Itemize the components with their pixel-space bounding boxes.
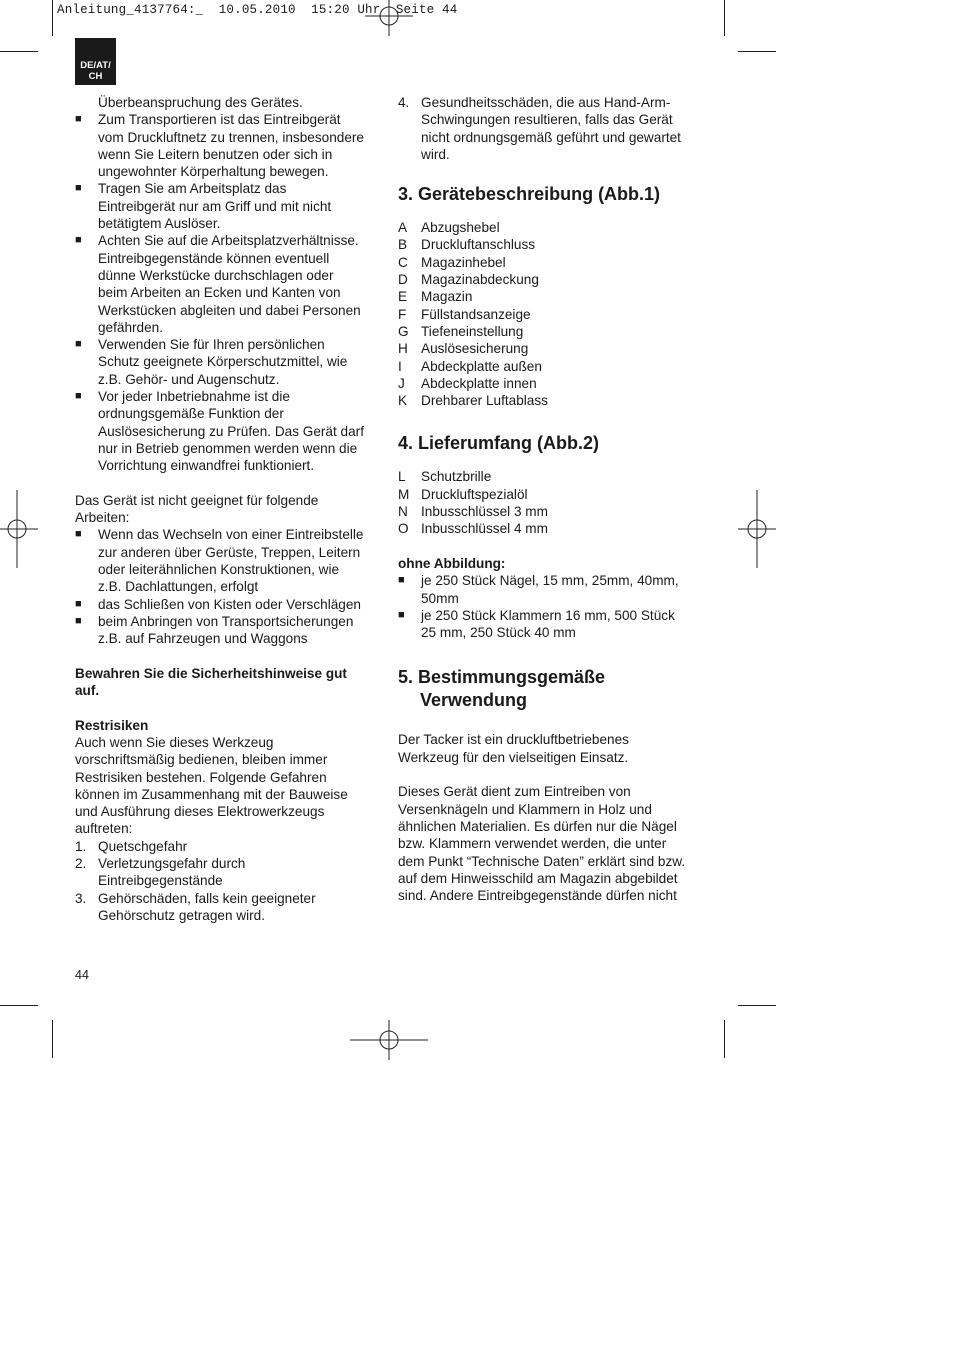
text-line: Verletzungsgefahr durch	[98, 856, 246, 872]
text-line: Überbeanspruchung des Gerätes.	[98, 95, 303, 110]
text-line: je 250 Stück Nägel, 15 mm, 25mm, 40mm,	[421, 573, 679, 589]
text-line: zur anderen über Gerüste, Treppen, Leitern	[98, 544, 361, 560]
spacer	[398, 455, 708, 468]
scope-letter: M	[398, 486, 410, 502]
text-line: betätigtem Auslöser.	[98, 216, 221, 232]
part-item	[398, 340, 708, 357]
left-column	[75, 94, 380, 924]
part-item	[398, 236, 708, 253]
crop-mark	[724, 1020, 725, 1058]
bullet-item	[398, 607, 708, 642]
text-line: ähnlichen Materialien. Es dürfen nur die Nägel	[398, 818, 677, 834]
crop-mark	[0, 1005, 38, 1006]
text-line: Der Tacker ist ein druckluftbetriebenes	[398, 732, 629, 748]
bullet-item-text	[98, 596, 380, 613]
bullet-item	[75, 526, 380, 595]
part-item	[398, 392, 708, 409]
crop-mark	[52, 0, 53, 36]
text-line: beim Anbringen von Transportsicherungen	[98, 613, 354, 629]
text-line: Eintreibgegenstände	[98, 873, 223, 889]
scope-name: Schutzbrille	[421, 469, 492, 485]
text-line: dem Punkt “Technische Daten” erklärt sind bzw.	[398, 853, 686, 869]
section-title-intended-use	[398, 666, 708, 712]
bullet-item-marker: ■	[75, 182, 82, 195]
spacer	[398, 712, 708, 731]
text-line: oder leiterähnlichen Konstruktionen, wie	[98, 562, 340, 578]
text-line: Dieses Gerät dient zum Eintreiben von	[398, 784, 631, 800]
bullet-item-marker: ■	[75, 338, 82, 351]
bullet-item-marker: ■	[75, 390, 82, 403]
text-line: Eintreibgegenstände können eventuell	[98, 250, 330, 266]
registration-mark-right	[738, 490, 776, 568]
text-line: Arbeiten:	[75, 510, 130, 526]
text-line: Schutz geeignete Körperschutzmittel, wie	[98, 354, 348, 370]
bullet-item	[75, 388, 380, 474]
part-name: Tiefeneinstellung	[421, 323, 524, 339]
bullet-item-marker: ■	[398, 608, 405, 621]
text-line: Restrisiken bestehen. Folgende Gefahren	[75, 769, 327, 785]
text-line: z.B. auf Fahrzeugen und Waggons	[98, 631, 308, 647]
text-line: Vor jeder Inbetriebnahme ist die	[98, 389, 290, 405]
part-name: Abdeckplatte innen	[421, 375, 537, 391]
part-name: Druckluftanschluss	[421, 237, 536, 253]
bullet-item	[75, 111, 380, 180]
scope-item	[398, 520, 708, 537]
registration-mark-top	[365, 0, 413, 36]
bullet-item-marker: ■	[75, 113, 82, 126]
text-line: Zum Transportieren ist das Eintreibgerät	[98, 112, 341, 128]
bullet-item-marker: ■	[75, 234, 82, 247]
spacer	[398, 538, 708, 555]
part-letter: B	[398, 237, 408, 253]
text-line: Gehörschäden, falls kein geeigneter	[98, 890, 316, 906]
part-item	[398, 271, 708, 288]
bullet-item	[75, 232, 380, 336]
crop-mark	[738, 51, 776, 52]
subheading-without-figure: ohne Abbildung:	[398, 555, 506, 571]
registration-mark-bottom	[350, 1020, 428, 1060]
part-letter: G	[398, 323, 409, 339]
spacer	[398, 641, 708, 666]
crop-mark	[52, 1020, 53, 1058]
text-line: gefährden.	[98, 319, 164, 335]
safety-notice: auf.	[75, 683, 100, 699]
text-line: ungewohnter Körperhaltung bewegen.	[98, 164, 329, 180]
text-line: ordnungsgemäße Funktion der	[98, 406, 284, 422]
bullet-item-marker: ■	[75, 597, 82, 610]
risk-item-text	[421, 94, 708, 163]
text-line: vorschriftsmäßig bedienen, bleiben immer	[75, 752, 328, 768]
text-line: Tragen Sie am Arbeitsplatz das	[98, 181, 287, 197]
bullet-item-marker: ■	[75, 528, 82, 541]
text-line: Werkstücken abgleiten und dabei Personen	[98, 302, 361, 318]
scope-letter: O	[398, 521, 409, 537]
part-item	[398, 219, 708, 236]
spacer	[75, 648, 380, 665]
registration-mark-left	[0, 490, 38, 568]
risk-item-marker: 3.	[75, 890, 87, 906]
subheading-residual-risks: Restrisiken	[75, 717, 149, 733]
bullet-item-marker: ■	[398, 574, 405, 587]
scope-item	[398, 468, 708, 485]
bullet-item	[75, 613, 380, 648]
right-column	[398, 94, 708, 904]
text-line: können im Zusammenhang mit der Bauweise	[75, 786, 348, 802]
heading-line: 5. Bestimmungsgemäße	[398, 667, 606, 688]
bullet-item-text	[98, 232, 380, 336]
text-line: das Schließen von Kisten oder Verschlägen	[98, 596, 361, 612]
bullet-item-marker: ■	[75, 614, 82, 627]
text-line: dünne Werkstücke durchschlagen oder	[98, 267, 334, 283]
text-line: Gesundheitsschäden, die aus Hand-Arm-	[421, 95, 671, 110]
bullet-item-text	[98, 111, 380, 180]
scope-item	[398, 503, 708, 520]
bullet-item-text	[98, 388, 380, 474]
language-badge	[75, 38, 116, 85]
part-letter: J	[398, 375, 405, 391]
part-letter: E	[398, 289, 408, 305]
spacer	[398, 409, 708, 432]
text-line: Versenknägeln und Klammern in Holz und	[398, 801, 652, 817]
text-line: Achten Sie auf die Arbeitsplatzverhältnisse.	[98, 233, 359, 249]
text-line: und Ausführung dieses Elektrowerkzeugs	[75, 804, 325, 820]
part-item	[398, 323, 708, 340]
language-badge-line-1: DE/AT/	[80, 60, 111, 71]
text-line: bzw. Klammern verwendet werden, die unter	[398, 836, 667, 852]
part-item	[398, 306, 708, 323]
text-line: auf dem Hinweisschild am Magazin abgebildet	[398, 870, 678, 886]
text-line: Werkzeug für den vielseitigen Einsatz.	[398, 749, 629, 765]
part-letter: C	[398, 254, 408, 270]
part-name: Magazin	[421, 289, 473, 305]
bullet-item	[75, 180, 380, 232]
heading-line: Verwendung	[420, 690, 528, 711]
risk-item-marker: 2.	[75, 856, 87, 872]
part-item	[398, 358, 708, 375]
spacer	[398, 163, 708, 183]
spacer	[75, 475, 380, 492]
text-line: 50mm	[421, 590, 459, 606]
crop-mark	[0, 51, 38, 52]
text-line: wenn Sie Leitern benutzen oder sich in	[98, 146, 333, 162]
bullet-item-text	[421, 607, 708, 642]
bullet-item	[398, 572, 708, 607]
bullet-item-text	[421, 572, 708, 607]
text-line: Gehörschutz getragen wird.	[98, 907, 265, 923]
text-line: z.B. Dachlattungen, erfolgt	[98, 579, 259, 595]
part-item	[398, 288, 708, 305]
language-badge-line-2: CH	[88, 71, 103, 82]
bullet-item-text	[98, 613, 380, 648]
scope-name: Druckluftspezialöl	[421, 486, 528, 502]
part-item	[398, 254, 708, 271]
section-title-scope-of-delivery: 4. Lieferumfang (Abb.2)	[398, 433, 600, 454]
text-line: nicht ordnungsgemäß geführt und gewartet	[421, 129, 681, 145]
part-name: Auslösesicherung	[421, 341, 529, 357]
spacer	[398, 206, 708, 219]
bullet-item	[75, 336, 380, 388]
spacer	[75, 699, 380, 716]
bullet-item-text	[98, 526, 380, 595]
text-line: Verwenden Sie für Ihren persönlichen	[98, 337, 325, 353]
scope-letter: N	[398, 504, 408, 520]
crop-mark	[724, 0, 725, 36]
spacer	[398, 766, 708, 783]
risk-item-marker: 1.	[75, 838, 87, 854]
text-line: nur in Betrieb genommen werden wenn die	[98, 440, 358, 456]
part-letter: D	[398, 272, 408, 288]
part-name: Magazinabdeckung	[421, 272, 539, 288]
part-name: Abdeckplatte außen	[421, 358, 542, 374]
text-line: 25 mm, 250 Stück 40 mm	[421, 625, 576, 641]
bullet-item-text	[98, 180, 380, 232]
text-line: auftreten:	[75, 821, 133, 837]
scope-name: Inbusschlüssel 3 mm	[421, 504, 548, 520]
risk-item-text	[98, 838, 380, 855]
safety-notice: Bewahren Sie die Sicherheitshinweise gut	[75, 665, 347, 681]
print-slug: Anleitung_4137764:_ 10.05.2010 15:20 Uhr Seite 44	[57, 3, 458, 17]
part-name: Abzugshebel	[421, 220, 500, 236]
part-name: Magazinhebel	[421, 254, 506, 270]
text-line: Schwingungen resultieren, falls das Gerät	[421, 112, 673, 128]
scope-name: Inbusschlüssel 4 mm	[421, 521, 548, 537]
part-name: Drehbarer Luftablass	[421, 393, 548, 409]
page-number: 44	[75, 968, 89, 982]
risk-item-text	[98, 855, 380, 890]
risk-item-text	[98, 890, 380, 925]
crop-mark	[738, 1005, 776, 1006]
text-line: Auch wenn Sie dieses Werkzeug	[75, 734, 274, 750]
risk-item	[75, 838, 380, 855]
part-letter: H	[398, 341, 408, 357]
risk-item	[398, 94, 708, 163]
text-line: z.B. Gehör- und Augenschutz.	[98, 371, 280, 387]
text-line: beim Arbeiten an Ecken und Kanten von	[98, 285, 341, 301]
text-line: vom Druckluftnetz zu trennen, insbesondere	[98, 129, 364, 145]
text-line: je 250 Stück Klammern 16 mm, 500 Stück	[421, 607, 675, 623]
text-line: Das Gerät ist nicht geeignet für folgende	[75, 492, 319, 508]
risk-item-marker: 4.	[398, 95, 410, 110]
text-line: Vorrichtung einwandfrei funktioniert.	[98, 458, 315, 474]
text-line: sind. Andere Eintreibgegenstände dürfen nicht	[398, 888, 677, 904]
part-letter: I	[398, 358, 402, 374]
text-line: Eintreibgerät nur am Griff und mit nicht	[98, 198, 332, 214]
part-item	[398, 375, 708, 392]
text-line: Auslösesicherung zu Prüfen. Das Gerät darf	[98, 423, 364, 439]
scope-letter: L	[398, 469, 406, 485]
part-letter: A	[398, 220, 408, 236]
part-letter: F	[398, 306, 407, 322]
part-letter: K	[398, 393, 408, 409]
text-line: wird.	[421, 146, 450, 162]
bullet-item-text	[98, 336, 380, 388]
part-name: Füllstandsanzeige	[421, 306, 531, 322]
scope-item	[398, 486, 708, 503]
risk-item	[75, 890, 380, 925]
risk-item	[75, 855, 380, 890]
section-title-device-description: 3. Gerätebeschreibung (Abb.1)	[398, 184, 661, 205]
text-line: Wenn das Wechseln von einer Eintreibstelle	[98, 527, 364, 543]
bullet-item	[75, 596, 380, 613]
text-line: Quetschgefahr	[98, 838, 188, 854]
